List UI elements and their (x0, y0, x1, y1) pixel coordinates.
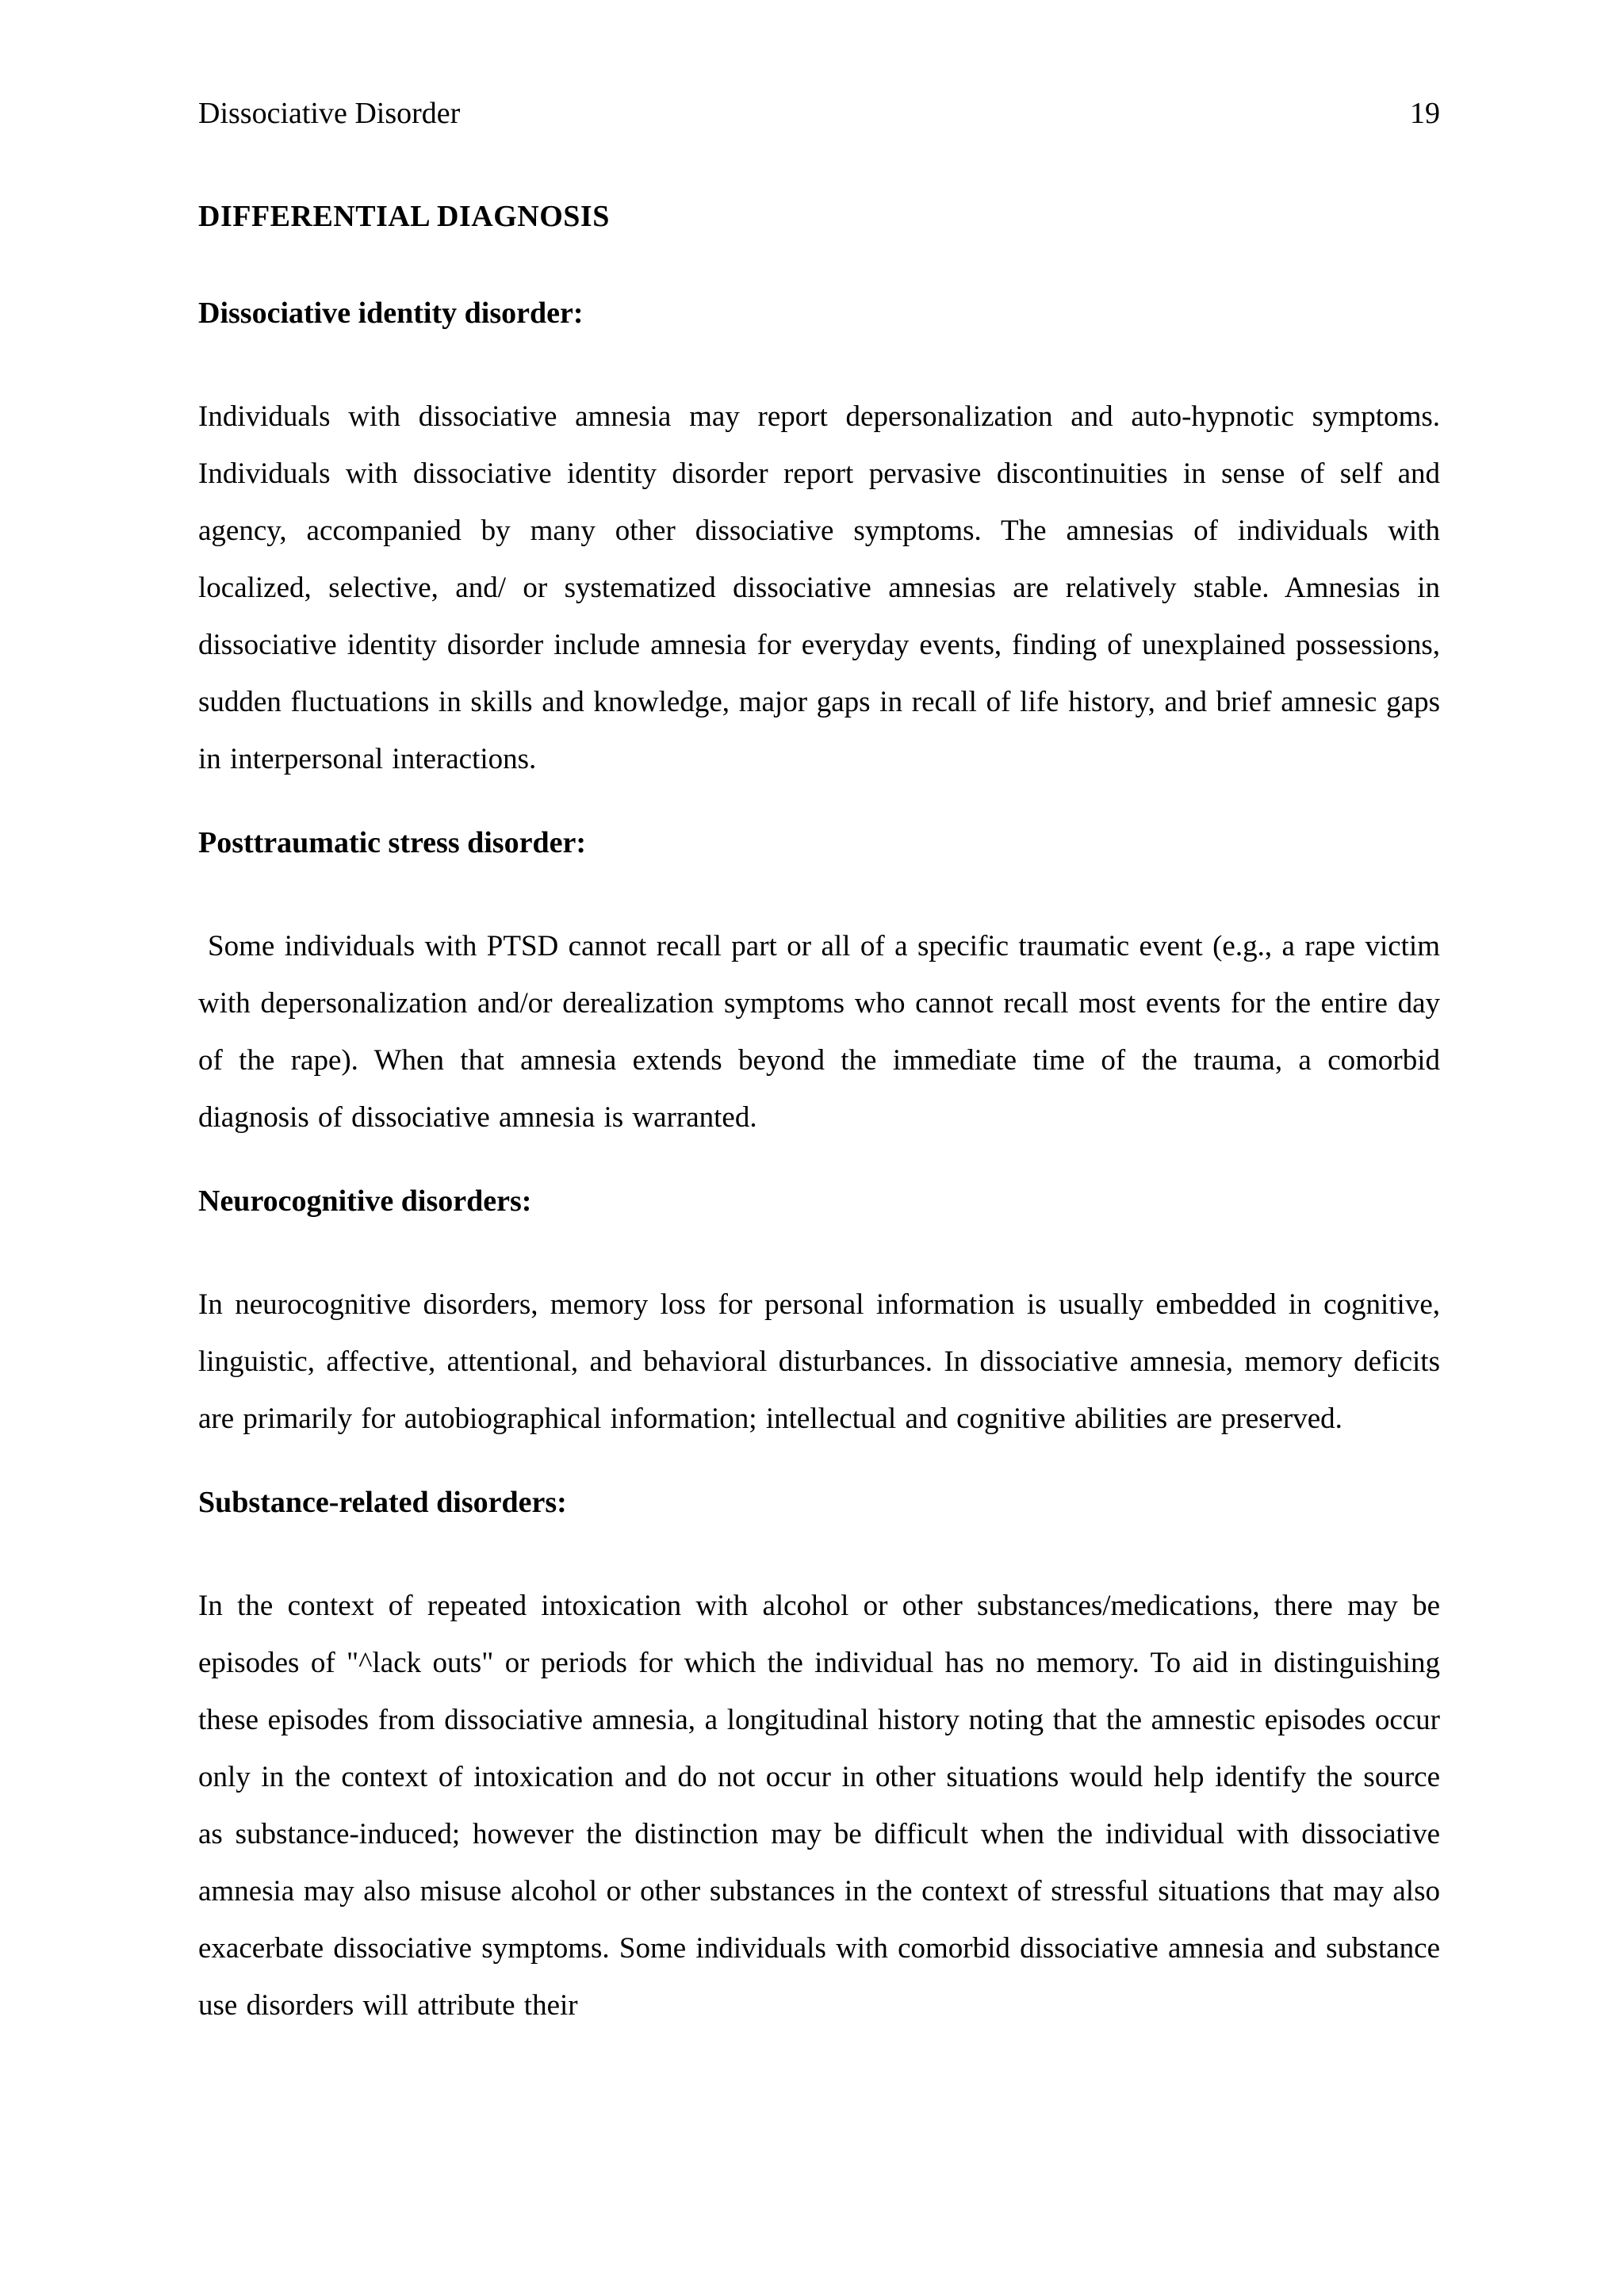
running-title: Dissociative Disorder (198, 97, 461, 130)
section-heading-differential-diagnosis: DIFFERENTIAL DIAGNOSIS (198, 200, 610, 233)
section-substance-related-disorders (198, 1483, 1440, 2034)
subsection-title: Substance-related disorders: (198, 1486, 567, 1519)
subsection-title: Dissociative identity disorder: (198, 297, 584, 330)
section-neurocognitive-disorders (198, 1181, 1440, 1448)
paragraph: Individuals with dissociative amnesia may report depersonalization and auto-hypnotic symptoms. Individuals with dissociative identity disorder report pervasive discontinuities in sense of self and agency, accompanied by many other dissociative symptoms. The amnesias of individuals with localized, selective, and/ or systematized dissociative amnesias are relatively stable. Amnesias in dissociative identity disorder include amnesia for everyday events, finding of unexplained possessions, sudden fluctuations in skills and knowledge, major gaps in recall of life history, and brief amnesic gaps in interpersonal interactions. (198, 400, 1440, 775)
document-body (198, 197, 1440, 2069)
paragraph: Some individuals with PTSD cannot recall part or all of a specific traumatic event (e.g., a rape victim with depersonalization and/or derealization symptoms who cannot recall most events for the entire day of the rape). When that amnesia extends beyond the immediate time of the trauma, a comorbid diagnosis of dissociative amnesia is warranted. (198, 930, 1440, 1134)
section-posttraumatic-stress-disorder (198, 823, 1440, 1146)
section-dissociative-identity-disorder (198, 293, 1440, 788)
paragraph: In neurocognitive disorders, memory loss for personal information is usually embedded in cognitive, linguistic, affective, attentional, and behavioral disturbances. In dissociative amnesia, memory deficits are primarily for autobiographical information; intellectual and cognitive abilities are preserved. (198, 1288, 1440, 1435)
subsection-title: Posttraumatic stress disorder: (198, 826, 586, 859)
running-header (198, 94, 1440, 133)
subsection-title: Neurocognitive disorders: (198, 1184, 532, 1218)
page-number: 19 (1410, 97, 1440, 130)
paragraph: In the context of repeated intoxication with alcohol or other substances/medications, there may be episodes of "^lack outs" or periods for which the individual has no memory. To aid in distinguishing these episodes from dissociative amnesia, a longitudinal history noting that the amnestic episodes occur only in the context of intoxication and do not occur in other situations would help identify the source as substance-induced; however the distinction may be difficult when the individual with dissociative amnesia may also misuse alcohol or other substances in the context of stressful situations that may also exacerbate dissociative symptoms. Some individuals with comorbid dissociative amnesia and substance use disorders will attribute their (198, 1590, 1440, 2022)
